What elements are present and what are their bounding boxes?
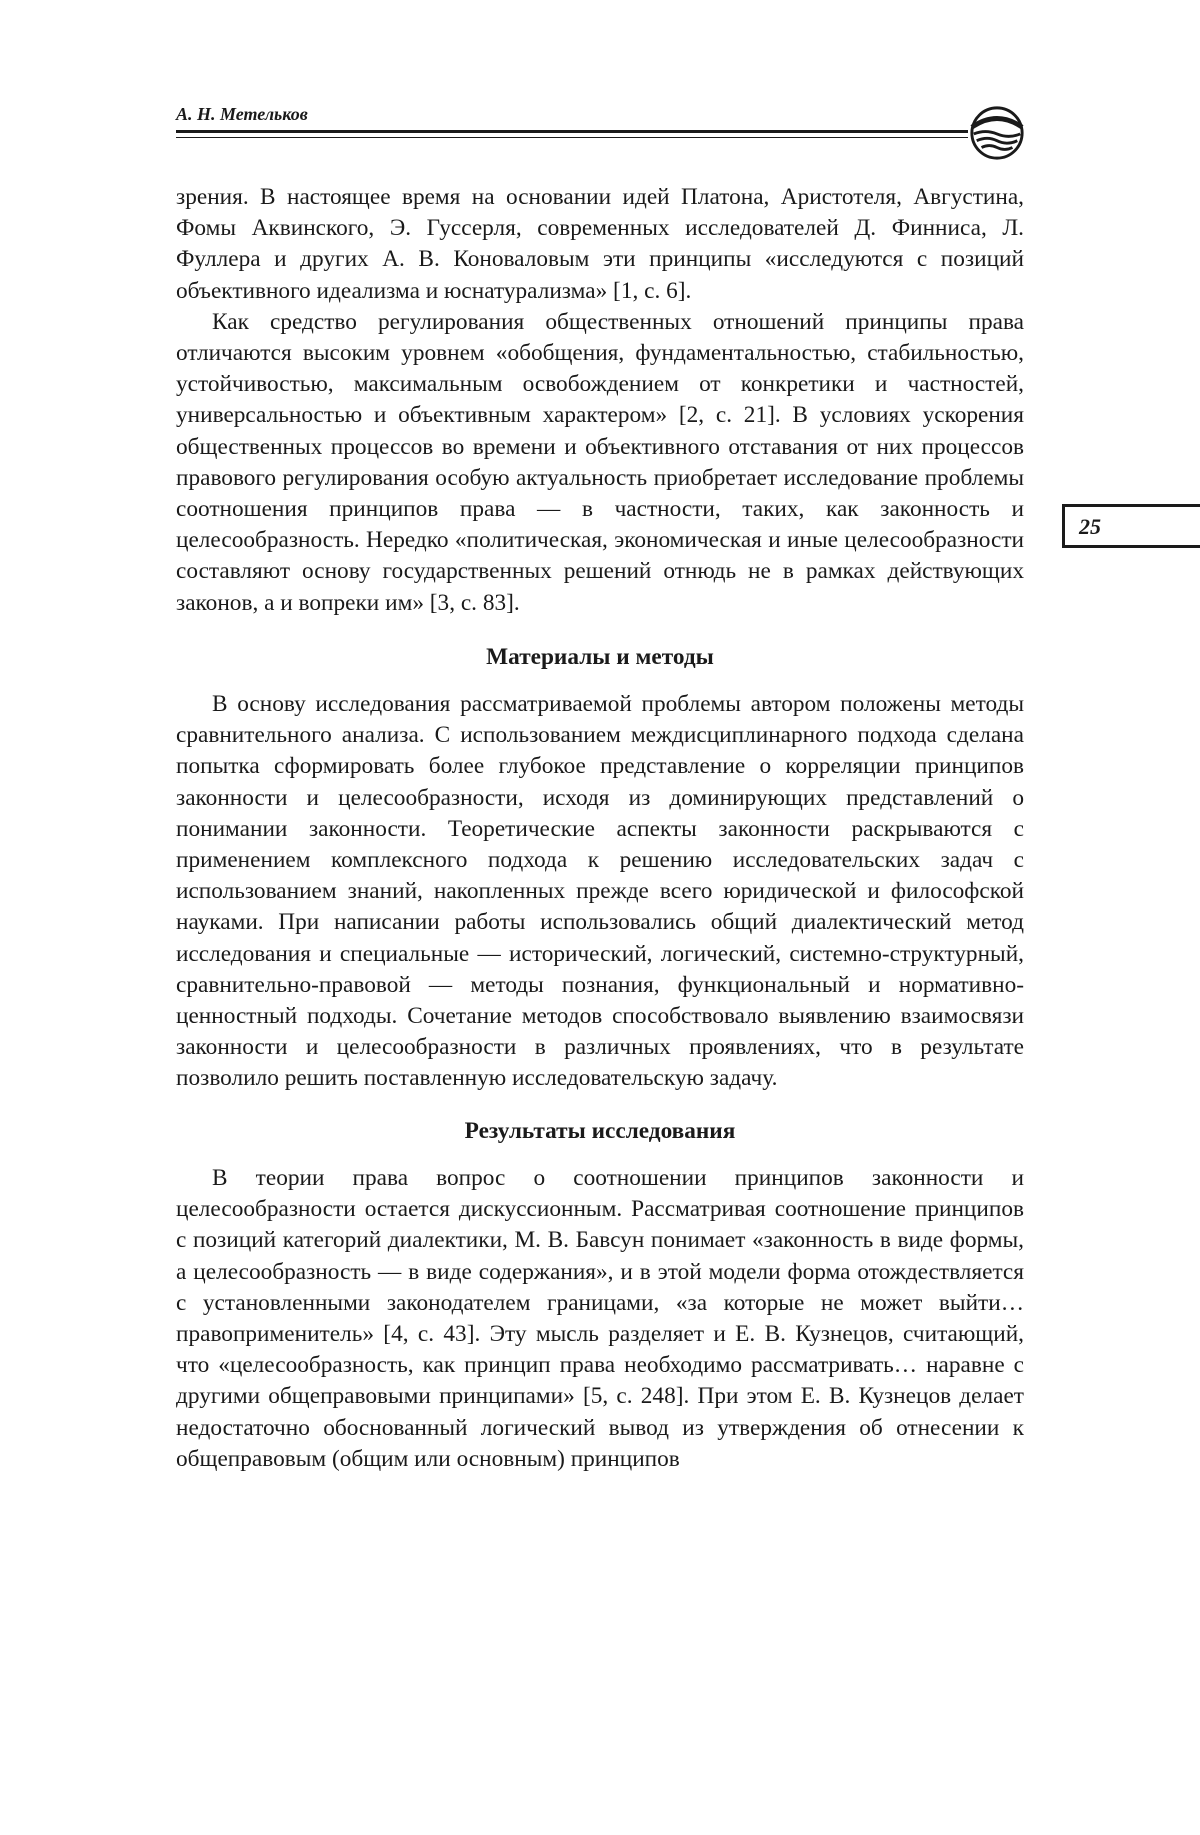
section-heading-results: Результаты исследования (464, 1117, 736, 1144)
header-rule (176, 130, 968, 133)
section-heading-methods: Материалы и методы (486, 643, 714, 670)
paragraph: В основу исследования рассматриваемой проблемы автором положены методы сравнительного анализа. С использованием междисциплинарного подхода сделана попытка сформировать более глубокое представление о корреляции принципов законности и целесообразности, исходя из доминирующих представлений о понимании законности. Теоретические аспекты законности раскрываются с применением комплексного подхода к решению исследовательских задач с использованием знаний, накопленных прежде всего юридической и философской науками. При написании работы использовались общий диалектический метод исследования и специальные — исторический, логический, системно-структурный, сравнительно-правовой — методы познания, функциональный и нормативно-ценностный подходы. Сочетание методов способствовало выявлению взаимосвязи законности и целесообразности в различных проявлениях, что в результате позволило решить поставленную исследовательскую задачу. (176, 691, 1024, 1092)
paragraph: зрения. В настоящее время на основании идей Платона, Аристотеля, Августина, Фомы Аквинского, Э. Гуссерля, современных исследователей Д. Финниса, Л. Фуллера и других А. В. Коноваловым эти принципы «исследуются с позиций объективного идеализма и юснатурализма» [1, с. 6]. (176, 184, 1024, 304)
paragraph: Как средство регулирования общественных отношений принципы права отличаются высоким уровнем «обобщения, фундаментальностью, стабильностью, устойчивостью, максимальным освобождением от конкретики и частностей, универсальностью и объективным характером» [2, с. 21]. В условиях ускорения общественных процессов во времени и объективного отставания от них процессов правового регулирования особую актуальность приобретает исследование проблемы соотношения принципов права — в частности, таких, как законность и целесообразность. Нередко «политическая, экономическая и иные целесообразности составляют основу государственных решений отнюдь не в рамках действующих законов, а и вопреки им» [3, с. 83]. (176, 308, 1024, 616)
paragraph: В теории права вопрос о соотношении принципов законности и целесообразности остается дискуссионным. Рассматривая соотношение принципов с позиций категорий диалектики, М. В. Бавсун понимает «законность в виде формы, а целесообразность — в виде содержания», и в этой модели форма отождествляется с установленными законодателем границами, «за которые не может выйти… правоприменитель» [4, с. 43]. Эту мысль разделяет и Е. В. Кузнецов, считающий, что «целесообразность, как принцип права необходимо рассматривать… наравне с другими общеправовыми принципами» [5, с. 248]. При этом Е. В. Кузнецов делает недостаточно обоснованный логический вывод из утверждения об отнесении к общеправовым (общим или основным) принципов (176, 1164, 1024, 1472)
header-rule-thin (176, 137, 968, 138)
page-number-tab (1062, 504, 1200, 548)
running-head-author: А. Н. Метельков (176, 104, 308, 124)
journal-logo-icon (968, 104, 1026, 162)
article-body (176, 182, 1024, 1475)
page-number: 25 (1079, 514, 1101, 539)
